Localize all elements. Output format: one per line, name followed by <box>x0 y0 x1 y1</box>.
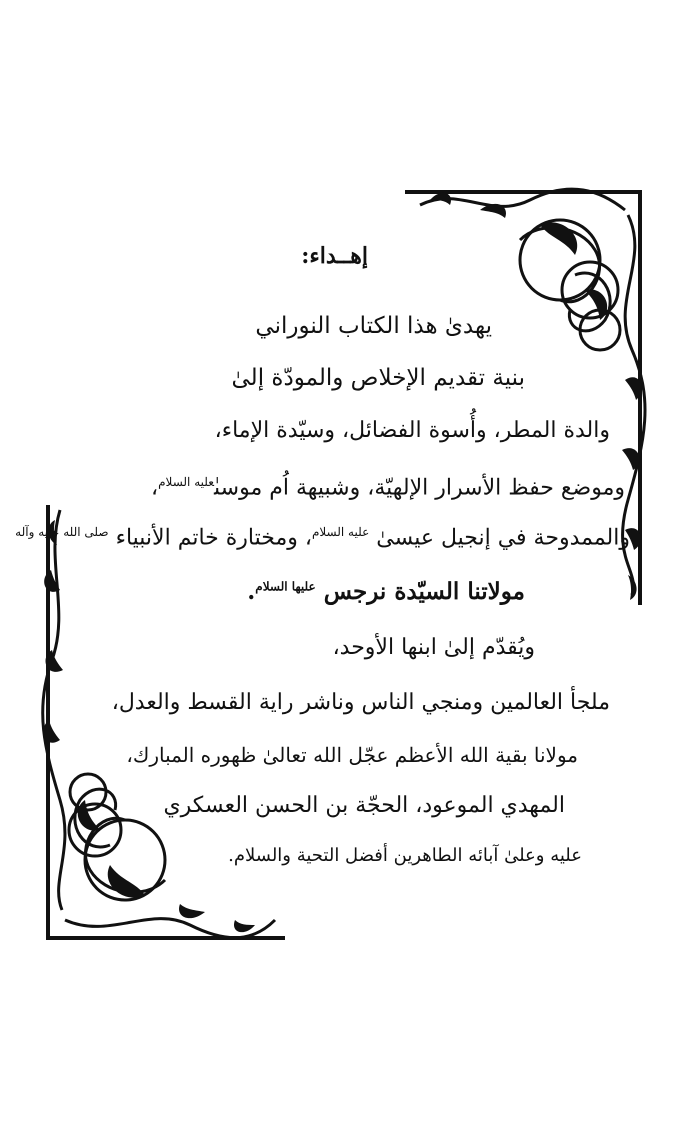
dedication-line: والدة المطر، وأُسوة الفضائل، وسيّدة الإماء، <box>214 418 610 443</box>
dedication-text-run: ، ومختارة خاتم الأنبياء <box>115 525 312 551</box>
dedication-line: وموضع حفظ الأسرار الإلهيّة، وشبيهة اُم موسىٰ$^{عليه السلام}$، <box>151 475 625 501</box>
corner-ornament-bottom-left <box>40 500 290 945</box>
dedication-line: مولانا بقية الله الأعظم عجّل الله تعالىٰ ظهوره المبارك، <box>126 743 578 767</box>
honorific-prophet: صلى الله عليه وآله <box>15 525 109 539</box>
dedication-text-run: والممدوحة في إنجيل عيسىٰ <box>376 525 630 551</box>
dedication-line: بنية تقديم الإخلاص والمودّة إلىٰ <box>231 365 525 391</box>
dedication-line: ملجأ العالمين ومنجي الناس وناشر راية القسط والعدل، <box>111 690 610 715</box>
dedication-line <box>15 525 630 550</box>
dedication-text-run: وموضع حفظ الأسرار الإلهيّة، وشبيهة اُم موسىٰ <box>214 475 625 501</box>
honorific-him: عليه السلام <box>158 475 215 489</box>
honorific-him: عليه السلام <box>311 525 370 539</box>
dedication-title: إهــداء: <box>301 243 368 269</box>
dedication-line: عليه وعلىٰ آبائه الطاهرين أفضل التحية والسلام. <box>228 845 582 866</box>
dedication-line: يهدىٰ هذا الكتاب النوراني <box>255 313 492 339</box>
dedication-line: المهدي الموعود، الحجّة بن الحسن العسكري <box>163 793 565 818</box>
dedication-line: ويُقدّم إلىٰ ابنها الأوحد، <box>332 635 535 660</box>
dedication-line: مولاتنا السيّدة نرجس $^{عليها السلام}$. <box>247 578 525 605</box>
honorific-her: عليها السلام <box>255 579 316 594</box>
dedication-text-run: مولاتنا السيّدة نرجس <box>323 578 525 605</box>
